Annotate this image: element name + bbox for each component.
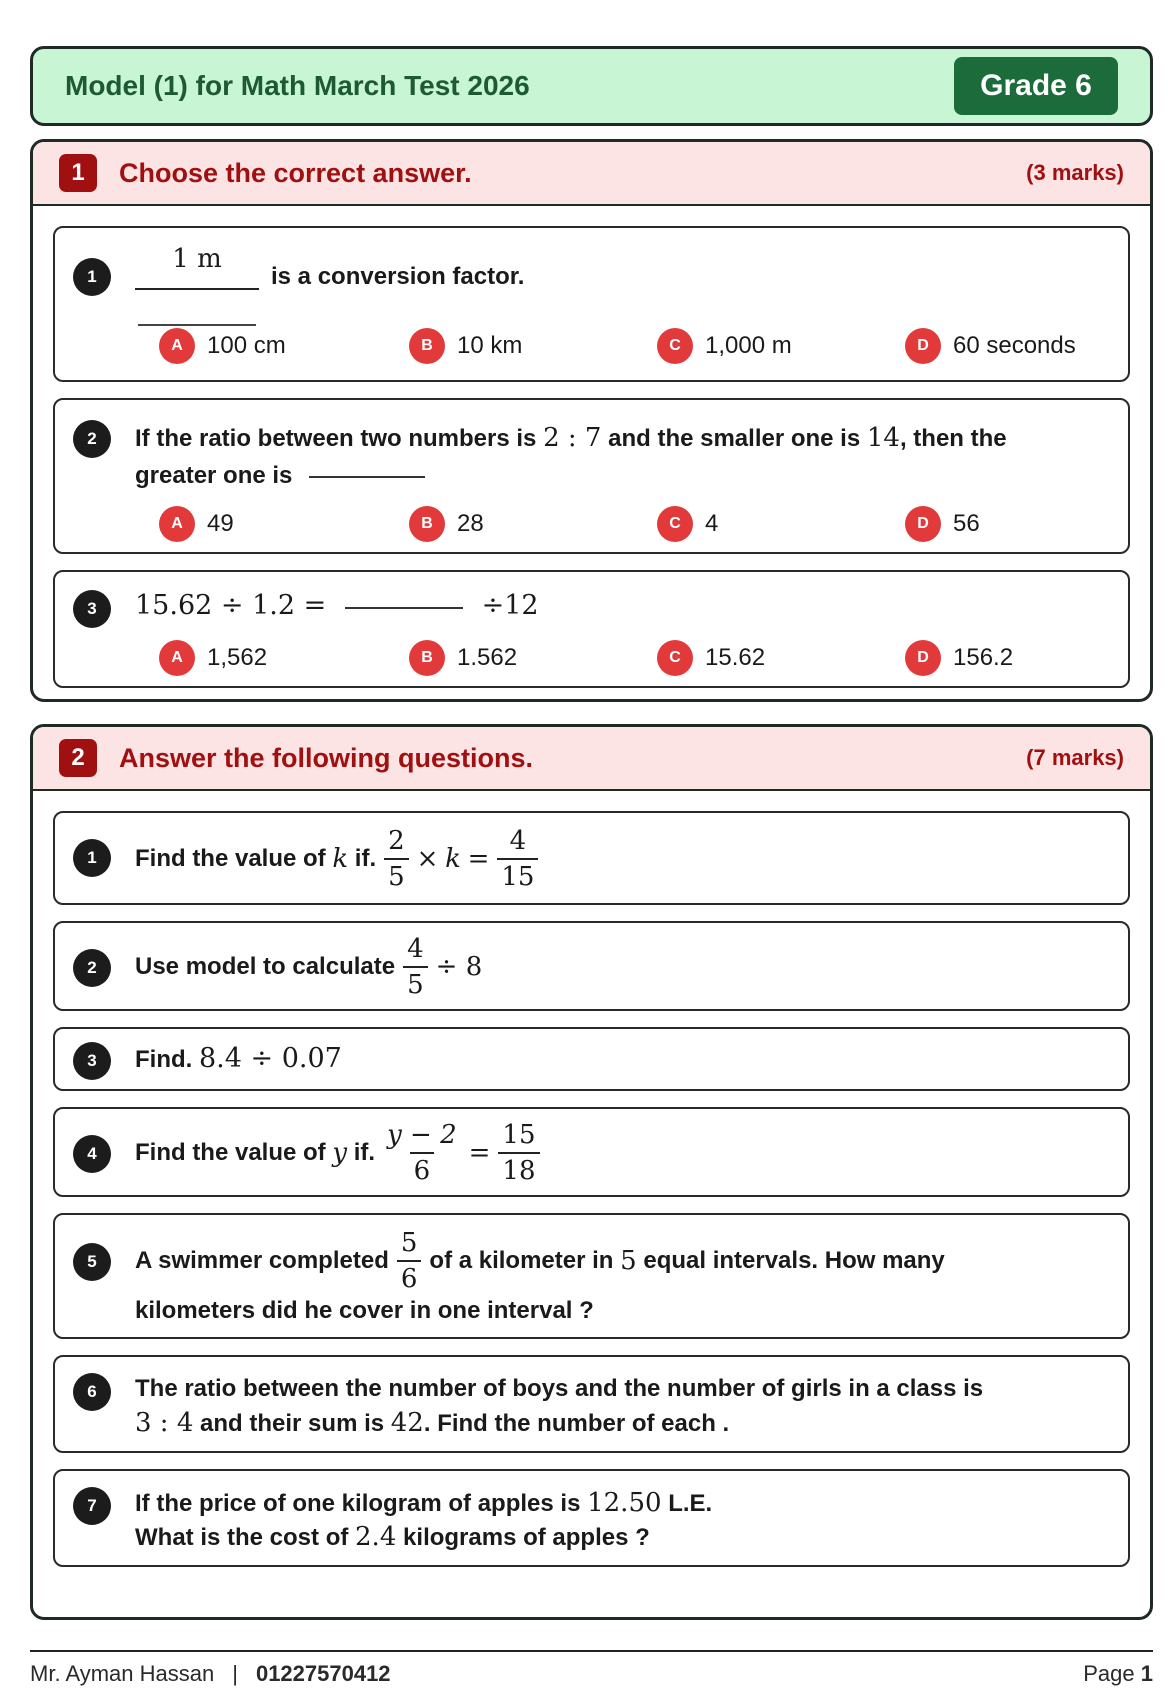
phone-number: 01227570412 [255, 1661, 391, 1686]
answer-options [159, 504, 1109, 544]
section-number: 2 [59, 739, 97, 777]
operator: × [416, 844, 439, 874]
text-part: If the ratio between two numbers is [135, 425, 537, 452]
option-d[interactable] [905, 326, 1076, 366]
option-text: 15.62 [705, 644, 766, 671]
option-letter: D [905, 506, 941, 542]
denominator: 6 [397, 1260, 422, 1296]
question-text: The ratio between the number of boys and the number of girls in a class is [135, 1375, 984, 1402]
option-a[interactable] [159, 638, 267, 678]
option-letter: C [657, 640, 693, 676]
text-part: and the smaller one is [608, 425, 861, 452]
quantity-value: 2.4 [355, 1522, 397, 1552]
footer [30, 1656, 1153, 1692]
question-number: 2 [73, 420, 111, 458]
question-box [53, 1107, 1130, 1197]
option-text: 56 [953, 510, 980, 537]
option-text: 156.2 [953, 644, 1014, 671]
denominator: 5 [403, 966, 428, 1002]
question-box [53, 1027, 1130, 1091]
variable: y [332, 1138, 348, 1168]
option-letter: B [409, 328, 445, 364]
question-number: 7 [73, 1487, 111, 1525]
conversion-fraction [135, 242, 259, 326]
text-part: Find. [135, 1046, 193, 1073]
question-box [53, 1469, 1130, 1567]
question-box [53, 921, 1130, 1011]
title-bar [30, 46, 1153, 126]
variable: k [332, 844, 349, 874]
option-d[interactable] [905, 504, 980, 544]
operator: ÷ 8 [435, 952, 483, 982]
text-part: greater one is [135, 462, 293, 489]
section-marks: (7 marks) [1026, 745, 1124, 770]
text-part: . Find the number of each . [423, 1410, 730, 1437]
question-text-cont [135, 1405, 729, 1442]
section-title: Choose the correct answer. [119, 157, 472, 188]
page-indicator [1083, 1661, 1153, 1687]
question-text [135, 929, 482, 1005]
ratio-value: 2 : 7 [543, 423, 602, 453]
question-text [135, 1041, 342, 1078]
footer-separator: | [232, 1661, 238, 1686]
option-a[interactable] [159, 504, 234, 544]
denominator: 5 [384, 858, 409, 894]
number-value: 14 [866, 423, 900, 453]
fraction [498, 1118, 539, 1188]
author-name: Mr. Ayman Hassan [30, 1661, 215, 1686]
question-box [53, 1213, 1130, 1339]
question-box [53, 398, 1130, 554]
option-letter: A [159, 506, 195, 542]
question-box [53, 570, 1130, 688]
text-part: If the price of one kilogram of apples is [135, 1490, 581, 1517]
option-c[interactable] [657, 638, 765, 678]
question-text-cont [135, 458, 425, 494]
question-box [53, 1355, 1130, 1453]
option-text: 60 seconds [953, 332, 1076, 359]
denominator: 18 [498, 1152, 539, 1188]
text-part: equal intervals. How many [643, 1247, 945, 1274]
text-part: A swimmer completed [135, 1247, 389, 1274]
question-number: 2 [73, 949, 111, 987]
option-d[interactable] [905, 638, 1013, 678]
question-text [135, 821, 546, 897]
numerator: 5 [400, 1228, 418, 1258]
text-part: if. [353, 1139, 376, 1166]
expression: ÷12 [481, 590, 539, 621]
section-number: 1 [59, 154, 97, 192]
text-part: Find the value of [135, 1139, 326, 1166]
question-number: 6 [73, 1373, 111, 1411]
fraction [397, 1226, 422, 1296]
option-c[interactable] [657, 326, 792, 366]
denominator: 15 [497, 858, 538, 894]
option-letter: A [159, 640, 195, 676]
fraction-numerator: 1 m [172, 244, 222, 274]
operator: = [467, 844, 490, 874]
answer-options [159, 326, 1109, 366]
question-number: 1 [73, 258, 111, 296]
page-title: Model (1) for Math March Test 2026 [65, 70, 530, 101]
expression: 8.4 ÷ 0.07 [199, 1043, 342, 1074]
fraction [403, 932, 428, 1002]
option-c[interactable] [657, 504, 718, 544]
option-letter: B [409, 640, 445, 676]
section-answer [30, 724, 1153, 1620]
option-b[interactable] [409, 638, 517, 678]
answer-options [159, 638, 1109, 678]
section-marks: (3 marks) [1026, 160, 1124, 185]
question-number: 3 [73, 1042, 111, 1080]
price-value: 12.50 [587, 1488, 662, 1518]
option-letter: D [905, 640, 941, 676]
ratio-value: 3 : 4 [135, 1408, 194, 1438]
text-part: What is the cost of [135, 1524, 349, 1551]
question-text-cont [135, 1519, 650, 1556]
expression: 15.62 ÷ 1.2 = [135, 590, 327, 621]
question-text [135, 588, 539, 625]
question-text [135, 1115, 548, 1191]
question-text-cont: kilometers did he cover in one interval ? [135, 1297, 594, 1324]
fraction [383, 1118, 461, 1188]
numerator: 15 [502, 1120, 536, 1150]
question-text: is a conversion factor. [271, 263, 525, 290]
section-title: Answer the following questions. [119, 742, 534, 773]
text-part: Use model to calculate [135, 953, 396, 980]
option-letter: D [905, 328, 941, 364]
section-choose [30, 139, 1153, 702]
page-label: Page [1083, 1661, 1135, 1686]
option-b[interactable] [409, 326, 522, 366]
variable: k [445, 844, 461, 874]
option-text: 4 [705, 510, 719, 537]
option-text: 1,000 m [705, 332, 792, 359]
page-number: 1 [1140, 1661, 1153, 1686]
numerator: 4 [509, 826, 527, 856]
option-letter: B [409, 506, 445, 542]
text-part: and their sum is [200, 1410, 385, 1437]
option-letter: C [657, 506, 693, 542]
question-box [53, 811, 1130, 905]
question-text [135, 1223, 945, 1299]
question-number: 5 [73, 1243, 111, 1281]
denominator: 6 [410, 1152, 435, 1188]
option-a[interactable] [159, 326, 286, 366]
question-text [135, 420, 1115, 457]
text-part: if. [354, 845, 377, 872]
option-b[interactable] [409, 504, 484, 544]
option-text: 10 km [457, 332, 523, 359]
section-header [33, 142, 1150, 206]
question-box [53, 226, 1130, 382]
currency-unit: L.E. [668, 1490, 713, 1517]
option-text: 49 [207, 510, 234, 537]
fraction [497, 824, 538, 894]
option-text: 1.562 [457, 644, 518, 671]
numerator: 2 [388, 826, 405, 856]
question-number: 1 [73, 839, 111, 877]
option-text: 1,562 [207, 644, 268, 671]
question-number: 3 [73, 590, 111, 628]
numerator: y − 2 [387, 1120, 457, 1150]
option-text: 28 [457, 510, 484, 537]
number-value: 5 [620, 1246, 637, 1276]
section-header [33, 727, 1150, 791]
fraction-bar [135, 288, 259, 290]
text-part: kilograms of apples ? [403, 1524, 650, 1551]
grade-badge: Grade 6 [954, 57, 1118, 115]
text-part: Find the value of [135, 845, 326, 872]
operator: = [468, 1138, 491, 1168]
option-letter: C [657, 328, 693, 364]
number-value: 42 [390, 1408, 424, 1438]
fraction [384, 824, 409, 894]
option-letter: A [159, 328, 195, 364]
footer-divider [30, 1650, 1153, 1652]
text-part: , then the [899, 425, 1007, 452]
text-part: of a kilometer in [429, 1247, 614, 1274]
question-text [135, 1485, 712, 1522]
option-text: 100 cm [207, 332, 286, 359]
answer-blank[interactable] [309, 476, 425, 478]
question-number: 4 [73, 1135, 111, 1173]
answer-blank[interactable] [345, 607, 463, 609]
numerator: 4 [407, 934, 424, 964]
